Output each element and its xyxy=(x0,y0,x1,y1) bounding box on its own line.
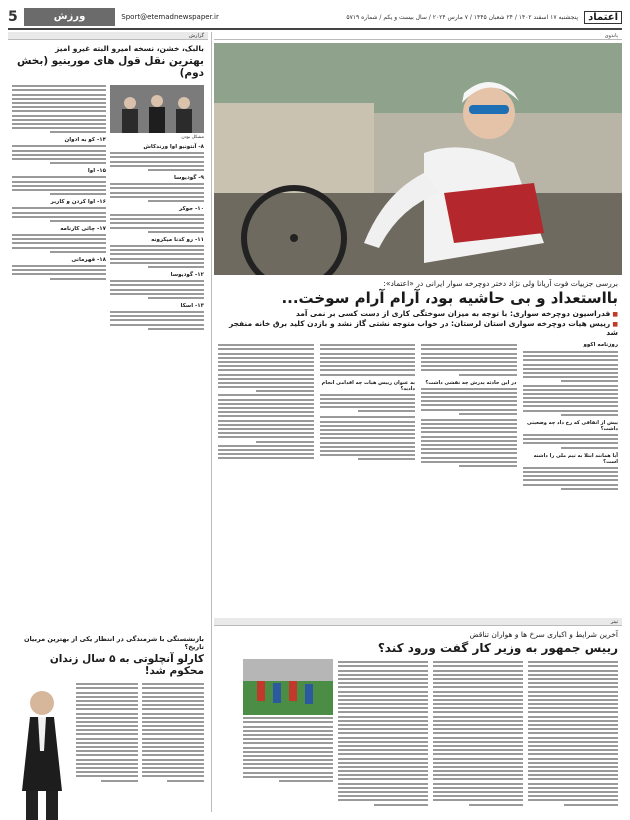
article-column xyxy=(421,342,517,600)
newspaper-logo: اعتماد xyxy=(584,11,622,24)
ancelotti-story xyxy=(8,632,208,820)
left-report xyxy=(8,32,208,812)
main-bullet-1: ■ فدراسیون دوچرخه سواری: با توجه به میزان سوختگی کاری از دست کسی بر نمی آمد xyxy=(218,309,618,318)
left-supertitle: بالبک، خشن، نسخه امیرو البته غیرو امیز xyxy=(55,44,204,53)
section-title: ورزش xyxy=(24,8,116,26)
ancelotti-column xyxy=(76,681,138,820)
quote-heading: ۱۲- گودیوسا xyxy=(170,271,204,278)
left-headline: بهترین نقل قول های مورینیو (بخش دوم) xyxy=(16,55,204,79)
masthead-right xyxy=(346,11,622,24)
question-heading: پیش از اتفاقی که رخ داد چه وضعیتی داشت؟ xyxy=(527,419,618,432)
question-box xyxy=(523,453,619,490)
main-story xyxy=(214,32,622,812)
quote-heading: ۱۷- چائی کارنامه xyxy=(60,225,106,232)
main-kicker: پاندوی xyxy=(214,32,622,40)
ancelotti-column xyxy=(142,681,204,820)
lower-column-photo xyxy=(243,659,333,808)
lower-column xyxy=(433,659,523,808)
lower-headline: رییس جمهور به وزیر کار گفت ورود کند؟ xyxy=(377,641,618,655)
question-box xyxy=(421,380,517,415)
ancelotti-body xyxy=(8,681,208,820)
meeting-photo xyxy=(110,85,204,133)
main-supertitle: بررسی جزییات فوت آریانا ولی نژاد دختر دوچرخه سوار ایرانی در «اعتماد»: xyxy=(383,279,618,288)
lower-kicker: تیتر xyxy=(214,618,622,626)
left-body xyxy=(8,83,208,332)
ancelotti-supertitle: بازنشستگی با شرمندگی در انتظار یکی از بهترین مربیان تاریخ؟ xyxy=(23,635,204,651)
quote-heading: ۸- آنتونیو اوا ورندکاش xyxy=(143,144,204,150)
left-column xyxy=(110,83,204,332)
masthead-left xyxy=(8,8,219,26)
aside-label: روزنامه اکوو xyxy=(583,342,618,348)
coach-illustration xyxy=(12,681,72,820)
section-email[interactable]: Sport@etemadnewspaper.ir xyxy=(121,13,219,21)
quote-heading: ۹- گودیوسا xyxy=(173,174,204,181)
quote-heading: ۱۴- کو به ادوان xyxy=(64,137,106,144)
header-rule xyxy=(8,28,622,30)
coach-photo xyxy=(12,681,72,820)
dateline: پنجشنبه ۱۷ اسفند ۱۴۰۲ / ۲۴ شعبان ۱۴۴۵ / ۷ مارس ۲۰۲۴ / سال بیست و یکم / شماره ۵۷۱۹ xyxy=(346,13,579,21)
question-heading: آیا همانند ابتلا به تیم ملی را داشته است؟ xyxy=(533,452,618,465)
football-photo xyxy=(243,659,333,715)
lower-column xyxy=(528,659,618,808)
quote-heading: ۱۰- جوکر xyxy=(179,205,204,212)
lower-story xyxy=(214,618,622,808)
question-heading: در این حادثه پدرش چه نقشی داشت؟ xyxy=(425,379,517,386)
ancelotti-headline: کارلو آنچلوتی به ۵ سال زندان محکوم شد! xyxy=(49,653,204,677)
article-column xyxy=(320,342,416,600)
lower-supertitle: آخرین شرایط و اکباری سرخ ها و هواران تناقض xyxy=(469,630,618,639)
article-aside xyxy=(523,342,619,600)
cyclist-photo xyxy=(214,43,622,275)
main-headline: بااستعداد و بی حاشیه بود، آرام آرام سوخت... xyxy=(281,289,618,307)
question-box xyxy=(523,420,619,449)
lower-body xyxy=(214,659,622,808)
page-number: 5 xyxy=(8,9,18,25)
main-bullet-2: ■ رییس هیات دوچرخه سواری استان لرستان: در خواب متوجه نشتی گاز نشد و بازدن کلید برق خانه منفجر شد xyxy=(218,319,618,337)
masthead xyxy=(8,8,622,26)
column-divider xyxy=(211,32,212,812)
lower-column xyxy=(338,659,428,808)
left-kicker: گزارش xyxy=(8,32,208,40)
quote-heading: ۱۵- اوا xyxy=(87,168,106,175)
quote-heading: ۱۶- اوا کردن و کاربر xyxy=(50,199,106,206)
cyclist-illustration xyxy=(214,43,622,275)
question-box xyxy=(320,380,416,413)
football-players-illustration xyxy=(243,659,333,715)
article-column xyxy=(218,342,314,600)
left-column xyxy=(12,83,106,332)
photo-caption: مشکل بودن xyxy=(181,135,204,140)
crowd-illustration xyxy=(110,85,204,133)
quote-heading: ۱۱- رو کدنا میکرونه xyxy=(151,236,204,243)
main-article-body xyxy=(214,338,622,600)
quote-heading: ۱۸- قهرمانی xyxy=(71,256,106,263)
question-heading: به عنوان رییس هیات چه اقدامی انجام دادید؟ xyxy=(321,379,415,392)
quote-heading: ۱۳- اسکا xyxy=(180,302,204,309)
